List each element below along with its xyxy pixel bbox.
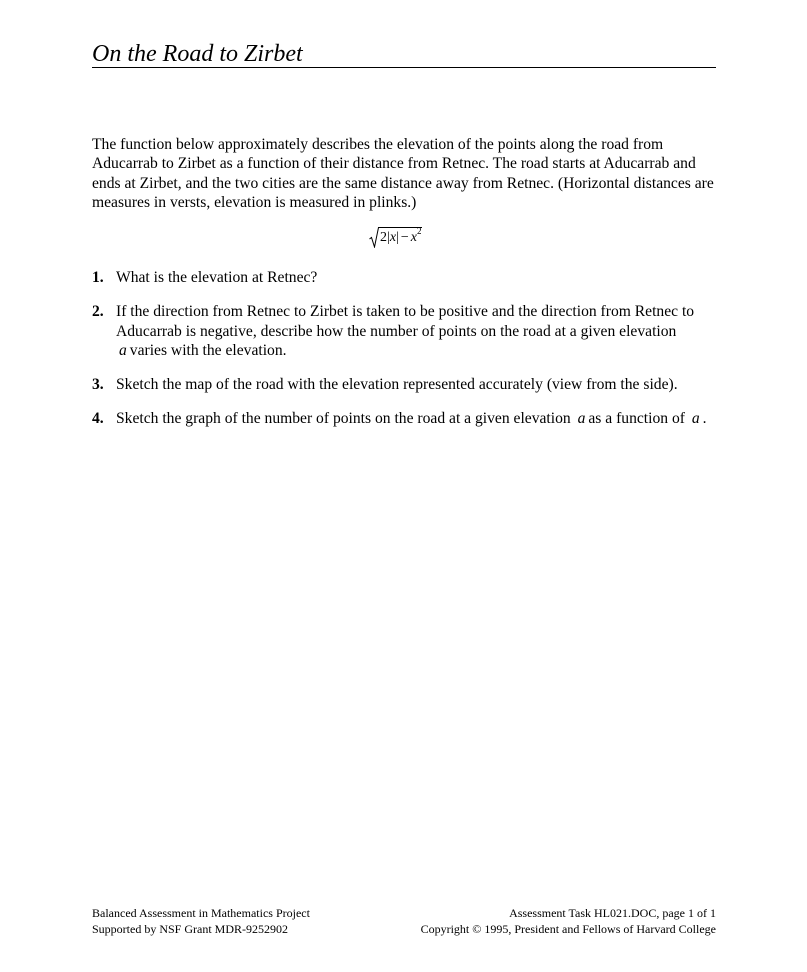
intro-paragraph: The function below approximately describes the elevation of the points along the road from Aducarrab to Zirbet as a function of their distance from Retnec. The road starts at Aducarrab and ends at Zirbet, and the two cities are the same distance away from Retnec. (Horizontal distances are measures in versts, elevation is measured in plinks.) <box>92 136 714 211</box>
question-item <box>92 409 722 428</box>
formula-minus: − <box>400 230 409 245</box>
variable-a: a <box>119 341 127 359</box>
footer-right <box>421 906 716 937</box>
question-number: 1. <box>92 269 104 286</box>
question-number: 2. <box>92 303 104 321</box>
radical-sign-icon <box>369 227 379 248</box>
question-text: Sketch the graph of the number of points on the road at a given elevation <box>116 410 571 428</box>
formula-exponent: 2 <box>416 226 422 236</box>
formula <box>369 227 422 255</box>
question-text: What is the elevation at Retnec? <box>116 269 318 286</box>
footer-left <box>92 906 310 937</box>
formula-variable: x <box>389 230 397 245</box>
variable-a: a <box>577 410 586 428</box>
footer-task-id: Assessment Task HL021.DOC, page 1 of 1 <box>509 906 716 920</box>
footer-project: Balanced Assessment in Mathematics Project <box>92 906 310 920</box>
square-root-expression <box>369 227 422 248</box>
question-list <box>92 268 722 444</box>
page-title: On the Road to Zirbet <box>92 40 716 68</box>
question-number: 4. <box>92 410 104 428</box>
radicand: $2|x| - x^2$ <box>380 226 422 245</box>
variable-a: a <box>691 410 700 428</box>
question-number: 3. <box>92 376 104 394</box>
question-text: Sketch the map of the road with the elevation represented accurately (view from the side). <box>116 376 678 394</box>
question-text: varies with the elevation. <box>129 341 287 359</box>
question-item <box>92 268 722 287</box>
question-item <box>92 302 722 360</box>
footer-grant: Supported by NSF Grant MDR-9252902 <box>92 921 289 936</box>
question-item <box>92 375 722 394</box>
formula-coefficient: 2 <box>380 230 387 245</box>
formula-variable-squared: x <box>410 230 417 245</box>
question-text: . <box>702 410 707 428</box>
question-text: as a function of <box>588 410 685 428</box>
footer-copyright: Copyright © 1995, President and Fellows of Harvard College <box>420 921 716 936</box>
question-text: If the direction from Retnec to Zirbet is taken to be positive and the direction from Retnec to Aducarrab is negative, describe how the number of points on the road at a given elevation <box>116 303 695 340</box>
